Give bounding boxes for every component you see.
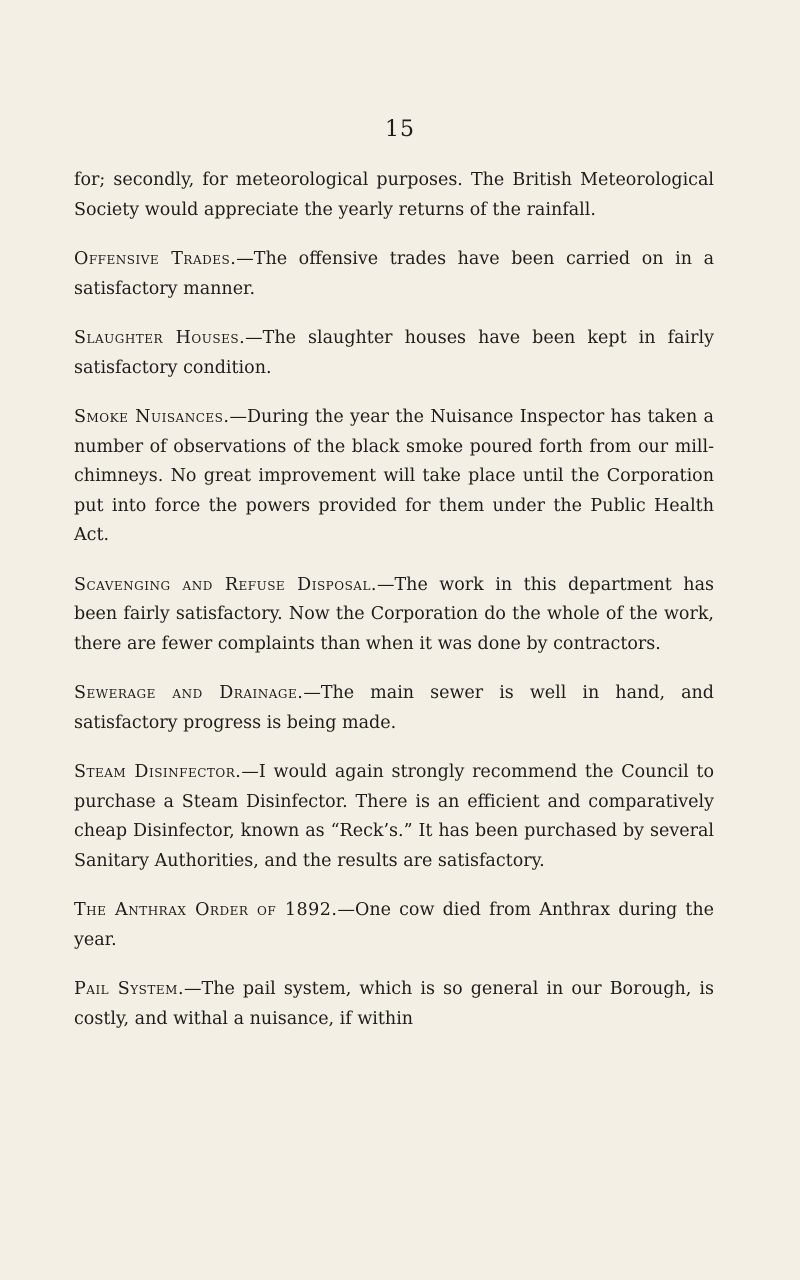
section-heading: Sewerage and Drainage.: [74, 683, 304, 703]
section-heading: Slaughter Houses.: [74, 328, 246, 348]
section-heading: Offensive Trades.: [74, 249, 237, 269]
paragraph-text: —One cow died from Anthrax during the year.: [74, 900, 715, 950]
paragraph-text: —The work in this department has been fairly satisfactory. Now the Corporation do the whole of the work, there are fewer complaints than when it was done by contractors.: [74, 574, 714, 654]
section-heading: Scavenging and Refuse Disposal.: [74, 574, 377, 595]
paragraph-text: —The slaughter houses have been kept in fairly satisfactory condition.: [74, 328, 714, 378]
paragraph-steam-disinfector: [74, 758, 714, 876]
paragraph-text: —The pail system, which is so general in our Borough, is costly, and withal a nuisance, if within: [74, 979, 714, 1029]
page-body: [74, 166, 714, 1054]
section-heading: Steam Disinfector.: [74, 762, 242, 782]
paragraph-text: for; secondly, for meteorological purposes. The British Meteorological Society would appreciate the yearly returns of the rainfall.: [74, 170, 714, 220]
paragraph-smoke-nuisances: [74, 403, 714, 551]
paragraph-anthrax-order: [74, 896, 714, 955]
paragraph-text: —I would again strongly recommend the Council to purchase a Steam Disinfector. There is an efficient and comparatively cheap Disinfector, known as “Reck’s.” It has been purchased by several Sanitary Authorities, and the results are satisfactory.: [74, 762, 714, 871]
paragraph-sewerage: [74, 679, 714, 738]
paragraph-pail-system: [74, 975, 714, 1034]
section-heading: The Anthrax Order of 1892.: [74, 900, 338, 920]
page-number: 15: [385, 117, 415, 142]
section-heading: Smoke Nuisances.: [74, 407, 230, 427]
section-heading: Pail System.: [74, 979, 185, 999]
paragraph-slaughter-houses: [74, 324, 714, 383]
paragraph-text: —The main sewer is well in hand, and satisfactory progress is being made.: [74, 683, 715, 733]
paragraph-offensive-trades: [74, 245, 714, 304]
paragraph-text: —During the year the Nuisance Inspector has taken a number of observations of the black smoke poured forth from our mill-chimneys. No great improvement will take place until the Corporation put into force the powers provided for them under the Public Health Act.: [74, 407, 714, 545]
paragraph-text: —The offensive trades have been carried on in a satisfactory manner.: [74, 249, 714, 299]
paragraph-continuation: [74, 166, 714, 225]
paragraph-scavenging: [74, 571, 714, 660]
